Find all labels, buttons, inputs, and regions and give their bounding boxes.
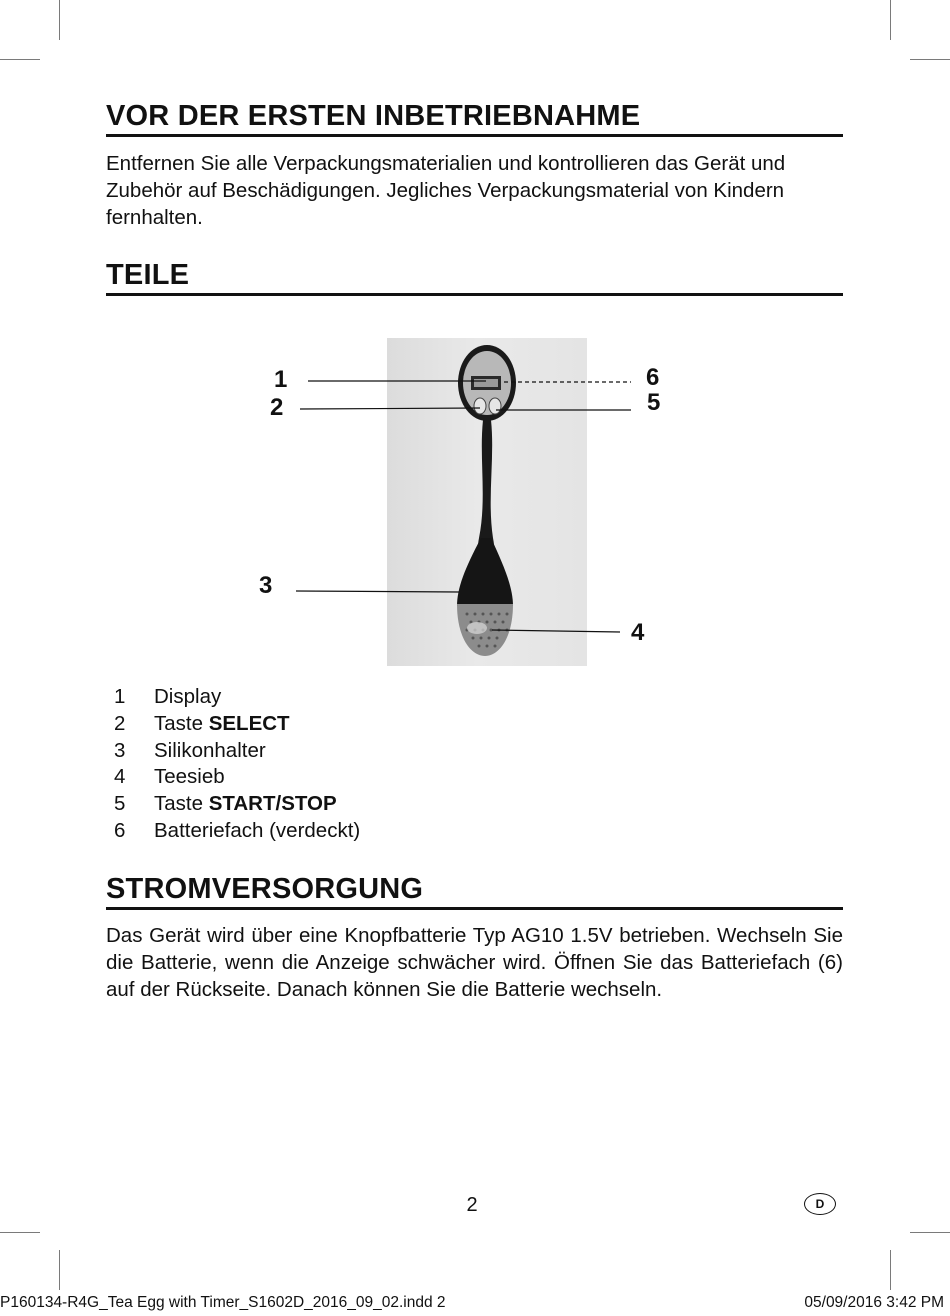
item-label: Silikonhalter: [154, 738, 266, 762]
item-label: Teesieb: [154, 765, 225, 789]
section-heading-parts: TEILE: [106, 259, 843, 296]
item-number: 4: [114, 765, 126, 789]
item-number: 1: [114, 685, 126, 708]
callout-5: 5: [647, 389, 661, 416]
callout-6: 6: [646, 364, 660, 391]
parts-diagram: [250, 330, 680, 675]
callout-2: 2: [270, 394, 284, 421]
list-item: [106, 711, 360, 738]
item-number: 5: [114, 792, 126, 816]
crop-mark: [910, 1232, 950, 1233]
crop-mark: [890, 1250, 891, 1290]
callout-4: 4: [631, 619, 645, 646]
leader-line-4: [492, 630, 620, 632]
item-label: Taste: [154, 711, 209, 735]
list-item: [106, 684, 360, 711]
list-item: [106, 764, 360, 791]
item-label: Taste: [154, 792, 209, 816]
list-item: [106, 791, 360, 818]
callout-3: 3: [259, 572, 273, 599]
section-heading-first-use: VOR DER ERSTEN INBETRIEBNAHME: [106, 100, 843, 137]
leader-lines: [250, 330, 680, 675]
crop-mark: [0, 1232, 40, 1233]
item-label-bold: SELECT: [208, 711, 290, 735]
crop-mark: [0, 59, 40, 60]
parts-list: [106, 684, 360, 845]
first-use-paragraph: Entfernen Sie alle Verpackungsmaterialien und kontrollieren das Gerät und Zubehör auf Beschädigungen. Jegliches Verpackungsmaterial von Kindern fernhalten.: [106, 152, 786, 229]
page-number: 2: [466, 1194, 478, 1216]
item-label: Display: [154, 685, 222, 708]
list-item: [106, 738, 360, 765]
item-label-bold: START/STOP: [208, 792, 337, 816]
item-label: Batteriefach (verdeckt): [154, 818, 361, 842]
callout-1: 1: [274, 366, 288, 393]
crop-mark: [890, 0, 891, 40]
crop-mark: [59, 1250, 60, 1290]
print-slug-date: 05/09/2016 3:42 PM: [804, 1294, 944, 1311]
language-badge: D: [804, 1193, 836, 1215]
item-number: 3: [114, 738, 126, 762]
crop-mark: [910, 59, 950, 60]
leader-line-3: [296, 591, 459, 592]
print-slug-file: P160134-R4G_Tea Egg with Timer_S1602D_2016_09_02.indd 2: [0, 1294, 446, 1311]
item-number: 6: [114, 818, 126, 842]
power-paragraph: Das Gerät wird über eine Knopfbatterie Typ AG10 1.5V betrieben. Wechseln Sie die Batterie, wenn die Anzeige schwächer wird. Öffnen Sie das Batteriefach (6) auf der Rückseite. Danach können Sie die Batterie wechseln.: [106, 924, 843, 1001]
section-heading-power: STROMVERSORGUNG: [106, 873, 843, 910]
list-item: [106, 818, 360, 845]
leader-line-2: [300, 408, 480, 409]
crop-mark: [59, 0, 60, 40]
item-number: 2: [114, 711, 126, 735]
